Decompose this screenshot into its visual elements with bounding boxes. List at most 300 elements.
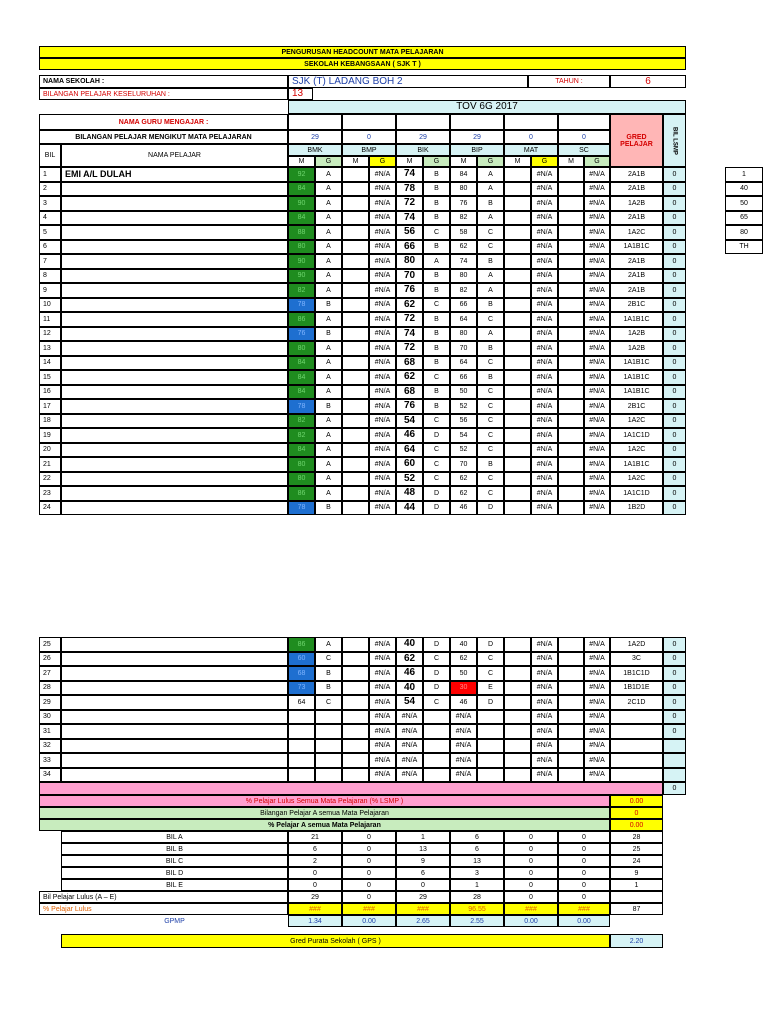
summary-value: 2: [288, 855, 342, 867]
bip-mark[interactable]: 70: [450, 341, 477, 356]
bip-grade: C: [477, 312, 504, 327]
sc-mark[interactable]: [558, 486, 584, 501]
bmp-mark[interactable]: [342, 753, 369, 768]
bip-grade: B: [477, 370, 504, 385]
bmp-mark[interactable]: [342, 196, 369, 211]
bik-mark[interactable]: 46: [396, 428, 423, 443]
bip-mark[interactable]: #N/A: [450, 753, 477, 768]
row-number: 28: [39, 681, 61, 696]
sc-mark[interactable]: [558, 211, 584, 226]
bip-mark[interactable]: 80: [450, 327, 477, 342]
bmk-grade: B: [315, 666, 342, 681]
sc-mark[interactable]: [558, 637, 584, 652]
sc-mark[interactable]: [558, 240, 584, 255]
bik-mark[interactable]: 48: [396, 486, 423, 501]
bmk-mark[interactable]: 80: [288, 457, 315, 472]
mat-grade: #N/A: [531, 695, 558, 710]
sc-mark[interactable]: [558, 443, 584, 458]
teacher-cell-bik[interactable]: [396, 114, 450, 130]
bmk-mark[interactable]: 80: [288, 472, 315, 487]
g-header-mat: G: [531, 156, 558, 167]
mat-mark[interactable]: [504, 695, 531, 710]
bmp-grade: #N/A: [369, 472, 396, 487]
row-number: 15: [39, 370, 61, 385]
mat-mark[interactable]: [504, 399, 531, 414]
bmp-mark[interactable]: [342, 768, 369, 783]
bmk-mark[interactable]: 60: [288, 652, 315, 667]
bik-mark[interactable]: 72: [396, 312, 423, 327]
student-name[interactable]: [61, 182, 288, 197]
bmk-mark[interactable]: [288, 710, 315, 725]
mat-mark[interactable]: [504, 710, 531, 725]
sc-mark[interactable]: [558, 501, 584, 516]
bmk-mark[interactable]: 78: [288, 298, 315, 313]
bik-mark[interactable]: 62: [396, 370, 423, 385]
mat-mark[interactable]: [504, 652, 531, 667]
bmk-mark[interactable]: 92: [288, 167, 315, 182]
student-name[interactable]: [61, 327, 288, 342]
sc-mark[interactable]: [558, 327, 584, 342]
student-name[interactable]: [61, 269, 288, 284]
student-name[interactable]: [61, 637, 288, 652]
bmk-mark[interactable]: [288, 739, 315, 754]
bmp-mark[interactable]: [342, 724, 369, 739]
bik-mark[interactable]: 74: [396, 167, 423, 182]
mat-mark[interactable]: [504, 283, 531, 298]
student-name[interactable]: [61, 739, 288, 754]
mat-mark[interactable]: [504, 196, 531, 211]
lsmp-count: 0: [663, 428, 686, 443]
bik-mark[interactable]: 76: [396, 283, 423, 298]
bip-mark[interactable]: 76: [450, 196, 477, 211]
sc-mark[interactable]: [558, 681, 584, 696]
bip-mark[interactable]: 62: [450, 486, 477, 501]
bmp-mark[interactable]: [342, 269, 369, 284]
bik-mark[interactable]: 74: [396, 327, 423, 342]
bip-grade: B: [477, 298, 504, 313]
bmk-mark[interactable]: 86: [288, 312, 315, 327]
mat-mark[interactable]: [504, 739, 531, 754]
bip-mark[interactable]: #N/A: [450, 724, 477, 739]
bik-mark[interactable]: 40: [396, 637, 423, 652]
bmp-mark[interactable]: [342, 298, 369, 313]
bmk-mark[interactable]: 88: [288, 225, 315, 240]
bip-mark[interactable]: 54: [450, 428, 477, 443]
bmp-mark[interactable]: [342, 211, 369, 226]
mat-mark[interactable]: [504, 385, 531, 400]
student-name[interactable]: [61, 666, 288, 681]
bik-mark[interactable]: 72: [396, 341, 423, 356]
bmp-mark[interactable]: [342, 240, 369, 255]
mat-mark[interactable]: [504, 298, 531, 313]
sc-mark[interactable]: [558, 356, 584, 371]
bmk-mark[interactable]: 84: [288, 356, 315, 371]
bmp-mark[interactable]: [342, 457, 369, 472]
teacher-cell-bip[interactable]: [450, 114, 504, 130]
bmk-mark[interactable]: 90: [288, 196, 315, 211]
bik-mark[interactable]: 52: [396, 472, 423, 487]
bip-mark[interactable]: 80: [450, 269, 477, 284]
student-name[interactable]: [61, 370, 288, 385]
sc-mark[interactable]: [558, 298, 584, 313]
sc-grade: #N/A: [584, 710, 610, 725]
lsmp-count: 0: [663, 666, 686, 681]
student-name[interactable]: [61, 472, 288, 487]
row-number: 29: [39, 695, 61, 710]
student-name[interactable]: [61, 356, 288, 371]
mat-mark[interactable]: [504, 681, 531, 696]
lsmp-count: 0: [663, 443, 686, 458]
student-name[interactable]: [61, 240, 288, 255]
bmk-mark[interactable]: 82: [288, 283, 315, 298]
bmp-mark[interactable]: [342, 341, 369, 356]
mat-mark[interactable]: [504, 414, 531, 429]
bmk-mark[interactable]: [288, 753, 315, 768]
bip-mark[interactable]: 84: [450, 167, 477, 182]
student-name[interactable]: [61, 724, 288, 739]
student-name[interactable]: [61, 443, 288, 458]
mat-mark[interactable]: [504, 356, 531, 371]
lsmp-count: 0: [663, 472, 686, 487]
total-students-label: BILANGAN PELAJAR KESELURUHAN :: [39, 88, 288, 100]
row-number: 7: [39, 254, 61, 269]
bik-mark[interactable]: 56: [396, 225, 423, 240]
bik-mark[interactable]: #N/A: [396, 768, 423, 783]
bik-mark[interactable]: #N/A: [396, 739, 423, 754]
student-name[interactable]: [61, 298, 288, 313]
mat-mark[interactable]: [504, 753, 531, 768]
gred-pelajar: 1A2C: [610, 225, 663, 240]
bmk-mark[interactable]: 84: [288, 370, 315, 385]
bik-mark[interactable]: 68: [396, 356, 423, 371]
bmp-mark[interactable]: [342, 739, 369, 754]
mat-mark[interactable]: [504, 269, 531, 284]
bmp-mark[interactable]: [342, 652, 369, 667]
sc-grade: #N/A: [584, 739, 610, 754]
bip-grade: B: [477, 196, 504, 211]
bmk-mark[interactable]: 84: [288, 182, 315, 197]
gred-pelajar: [610, 768, 663, 783]
sc-mark[interactable]: [558, 385, 584, 400]
bip-mark[interactable]: 52: [450, 443, 477, 458]
mat-mark[interactable]: [504, 724, 531, 739]
mat-mark[interactable]: [504, 327, 531, 342]
mat-mark[interactable]: [504, 666, 531, 681]
student-name[interactable]: [61, 681, 288, 696]
sc-mark[interactable]: [558, 341, 584, 356]
bik-grade: C: [423, 298, 450, 313]
mat-mark[interactable]: [504, 486, 531, 501]
bmp-mark[interactable]: [342, 501, 369, 516]
bip-mark[interactable]: 80: [450, 182, 477, 197]
bip-mark[interactable]: 30: [450, 681, 477, 696]
mat-mark[interactable]: [504, 637, 531, 652]
bmk-mark[interactable]: 82: [288, 414, 315, 429]
bik-grade: B: [423, 211, 450, 226]
mat-mark[interactable]: [504, 312, 531, 327]
bip-grade: [477, 724, 504, 739]
lsmp-count: 0: [663, 501, 686, 516]
bip-mark[interactable]: #N/A: [450, 768, 477, 783]
row-number: 24: [39, 501, 61, 516]
bik-mark[interactable]: 68: [396, 385, 423, 400]
student-name[interactable]: [61, 457, 288, 472]
student-name[interactable]: [61, 211, 288, 226]
sc-mark[interactable]: [558, 652, 584, 667]
bmp-mark[interactable]: [342, 356, 369, 371]
bik-grade: C: [423, 443, 450, 458]
bmk-grade: A: [315, 443, 342, 458]
sc-mark[interactable]: [558, 414, 584, 429]
bik-mark[interactable]: 70: [396, 269, 423, 284]
bmk-mark[interactable]: 64: [288, 695, 315, 710]
sc-mark[interactable]: [558, 283, 584, 298]
pct-a-all-label: % Pelajar A semua Mata Pelajaran: [39, 819, 610, 831]
bip-mark[interactable]: 70: [450, 457, 477, 472]
bip-mark[interactable]: 62: [450, 472, 477, 487]
bik-mark[interactable]: 76: [396, 399, 423, 414]
total-students-value[interactable]: 13: [288, 88, 313, 100]
sc-mark[interactable]: [558, 710, 584, 725]
mat-mark[interactable]: [504, 370, 531, 385]
bik-mark[interactable]: 40: [396, 681, 423, 696]
bmp-mark[interactable]: [342, 637, 369, 652]
gred-pelajar: 1A1B1C: [610, 370, 663, 385]
bip-mark[interactable]: 82: [450, 283, 477, 298]
bik-mark[interactable]: 72: [396, 196, 423, 211]
student-name[interactable]: EMI A/L DULAH: [61, 167, 288, 182]
bik-mark[interactable]: 64: [396, 443, 423, 458]
bmk-mark[interactable]: 90: [288, 269, 315, 284]
bmp-mark[interactable]: [342, 681, 369, 696]
student-name[interactable]: [61, 385, 288, 400]
mat-mark[interactable]: [504, 254, 531, 269]
mat-mark[interactable]: [504, 225, 531, 240]
bmk-mark[interactable]: 78: [288, 399, 315, 414]
bip-mark[interactable]: 50: [450, 666, 477, 681]
teacher-cell-sc[interactable]: [558, 114, 610, 130]
bip-mark[interactable]: 62: [450, 652, 477, 667]
sc-mark[interactable]: [558, 753, 584, 768]
bmp-mark[interactable]: [342, 254, 369, 269]
bik-mark[interactable]: 54: [396, 414, 423, 429]
mat-mark[interactable]: [504, 472, 531, 487]
student-name[interactable]: [61, 710, 288, 725]
bmk-mark[interactable]: 80: [288, 240, 315, 255]
bmp-mark[interactable]: [342, 443, 369, 458]
sc-mark[interactable]: [558, 399, 584, 414]
bmp-grade: #N/A: [369, 753, 396, 768]
bmp-mark[interactable]: [342, 182, 369, 197]
bik-mark[interactable]: 78: [396, 182, 423, 197]
sc-mark[interactable]: [558, 196, 584, 211]
bip-mark[interactable]: 52: [450, 399, 477, 414]
bmk-mark[interactable]: 86: [288, 486, 315, 501]
bmp-mark[interactable]: [342, 327, 369, 342]
bik-grade: B: [423, 269, 450, 284]
bik-grade: B: [423, 312, 450, 327]
summary-row-label: BIL D: [61, 867, 288, 879]
bmp-mark[interactable]: [342, 695, 369, 710]
bil-a-all-value: 0: [610, 807, 663, 819]
student-name[interactable]: [61, 341, 288, 356]
bip-mark[interactable]: #N/A: [450, 710, 477, 725]
bmp-mark[interactable]: [342, 710, 369, 725]
bmp-grade: #N/A: [369, 225, 396, 240]
row-number: 34: [39, 768, 61, 783]
teacher-cell-mat[interactable]: [504, 114, 558, 130]
bik-mark[interactable]: #N/A: [396, 753, 423, 768]
bmk-mark[interactable]: [288, 768, 315, 783]
student-name[interactable]: [61, 486, 288, 501]
sc-mark[interactable]: [558, 182, 584, 197]
bmp-mark[interactable]: [342, 167, 369, 182]
bmk-mark[interactable]: 86: [288, 637, 315, 652]
bmp-mark[interactable]: [342, 370, 369, 385]
subject-count-bip: 29: [450, 130, 504, 144]
student-name[interactable]: [61, 254, 288, 269]
bmk-mark[interactable]: 80: [288, 341, 315, 356]
bik-mark[interactable]: 66: [396, 240, 423, 255]
subject-header-bip: BIP: [450, 144, 504, 156]
mat-mark[interactable]: [504, 457, 531, 472]
bik-mark[interactable]: 60: [396, 457, 423, 472]
bmp-mark[interactable]: [342, 486, 369, 501]
bik-mark[interactable]: 80: [396, 254, 423, 269]
bip-mark[interactable]: 46: [450, 501, 477, 516]
bik-mark[interactable]: 54: [396, 695, 423, 710]
bmk-mark[interactable]: 84: [288, 443, 315, 458]
bmp-mark[interactable]: [342, 225, 369, 240]
bmk-mark[interactable]: 82: [288, 428, 315, 443]
sc-mark[interactable]: [558, 254, 584, 269]
bip-mark[interactable]: 46: [450, 695, 477, 710]
sc-mark[interactable]: [558, 457, 584, 472]
bik-mark[interactable]: 62: [396, 298, 423, 313]
sc-mark[interactable]: [558, 428, 584, 443]
bip-grade: [477, 739, 504, 754]
student-name[interactable]: [61, 652, 288, 667]
bik-mark[interactable]: 62: [396, 652, 423, 667]
bik-mark[interactable]: 74: [396, 211, 423, 226]
bip-mark[interactable]: 62: [450, 240, 477, 255]
student-name[interactable]: [61, 428, 288, 443]
student-name[interactable]: [61, 283, 288, 298]
student-name[interactable]: [61, 225, 288, 240]
gred-pelajar: 1A2C: [610, 472, 663, 487]
mat-grade: #N/A: [531, 652, 558, 667]
sc-mark[interactable]: [558, 724, 584, 739]
mat-mark[interactable]: [504, 211, 531, 226]
sc-mark[interactable]: [558, 225, 584, 240]
sc-mark[interactable]: [558, 739, 584, 754]
bip-mark[interactable]: 66: [450, 298, 477, 313]
sc-mark[interactable]: [558, 167, 584, 182]
student-name[interactable]: [61, 399, 288, 414]
mat-mark[interactable]: [504, 182, 531, 197]
bmp-mark[interactable]: [342, 283, 369, 298]
bik-mark[interactable]: 44: [396, 501, 423, 516]
bmk-mark[interactable]: 68: [288, 666, 315, 681]
bmk-mark[interactable]: 76: [288, 327, 315, 342]
student-name[interactable]: [61, 312, 288, 327]
bmk-mark[interactable]: 90: [288, 254, 315, 269]
sc-mark[interactable]: [558, 768, 584, 783]
sc-mark[interactable]: [558, 666, 584, 681]
mat-mark[interactable]: [504, 443, 531, 458]
m-header-sc: M: [558, 156, 584, 167]
bik-mark[interactable]: 46: [396, 666, 423, 681]
teacher-cell-bmk[interactable]: [288, 114, 342, 130]
school-name[interactable]: SJK (T) LADANG BOH 2: [288, 75, 528, 88]
bik-mark[interactable]: #N/A: [396, 724, 423, 739]
bmp-mark[interactable]: [342, 428, 369, 443]
pct-lulus-value: ###: [558, 903, 610, 915]
teacher-cell-bmp[interactable]: [342, 114, 396, 130]
student-name[interactable]: [61, 414, 288, 429]
bip-mark[interactable]: 56: [450, 414, 477, 429]
sc-mark[interactable]: [558, 370, 584, 385]
student-name[interactable]: [61, 753, 288, 768]
sc-mark[interactable]: [558, 472, 584, 487]
bmp-mark[interactable]: [342, 385, 369, 400]
bmk-mark[interactable]: [288, 724, 315, 739]
subject-count-mat: 0: [504, 130, 558, 144]
sc-grade: #N/A: [584, 652, 610, 667]
row-number: 18: [39, 414, 61, 429]
sc-mark[interactable]: [558, 695, 584, 710]
bmp-mark[interactable]: [342, 666, 369, 681]
bip-mark[interactable]: 82: [450, 211, 477, 226]
sc-mark[interactable]: [558, 312, 584, 327]
sc-mark[interactable]: [558, 269, 584, 284]
gred-pelajar: 2A1B: [610, 269, 663, 284]
year-value[interactable]: 6: [610, 75, 686, 88]
mat-grade: #N/A: [531, 724, 558, 739]
bik-grade: A: [423, 254, 450, 269]
mat-mark[interactable]: [504, 768, 531, 783]
mat-mark[interactable]: [504, 428, 531, 443]
bip-mark[interactable]: 66: [450, 370, 477, 385]
bmk-mark[interactable]: 78: [288, 501, 315, 516]
bip-mark[interactable]: 64: [450, 312, 477, 327]
bip-mark[interactable]: 40: [450, 637, 477, 652]
mat-mark[interactable]: [504, 341, 531, 356]
bip-mark[interactable]: #N/A: [450, 739, 477, 754]
bmp-mark[interactable]: [342, 414, 369, 429]
bmk-mark[interactable]: 73: [288, 681, 315, 696]
bip-mark[interactable]: 64: [450, 356, 477, 371]
bip-mark[interactable]: 50: [450, 385, 477, 400]
student-name[interactable]: [61, 768, 288, 783]
summary-value: 1: [396, 831, 450, 843]
bmp-mark[interactable]: [342, 399, 369, 414]
bmp-mark[interactable]: [342, 312, 369, 327]
mat-mark[interactable]: [504, 501, 531, 516]
student-name[interactable]: [61, 501, 288, 516]
mat-mark[interactable]: [504, 240, 531, 255]
bmp-mark[interactable]: [342, 472, 369, 487]
bmk-mark[interactable]: 84: [288, 211, 315, 226]
student-name[interactable]: [61, 695, 288, 710]
bmk-mark[interactable]: 84: [288, 385, 315, 400]
bip-mark[interactable]: 74: [450, 254, 477, 269]
bip-mark[interactable]: 58: [450, 225, 477, 240]
bik-mark[interactable]: #N/A: [396, 710, 423, 725]
bik-grade: D: [423, 666, 450, 681]
mat-mark[interactable]: [504, 167, 531, 182]
student-name[interactable]: [61, 196, 288, 211]
